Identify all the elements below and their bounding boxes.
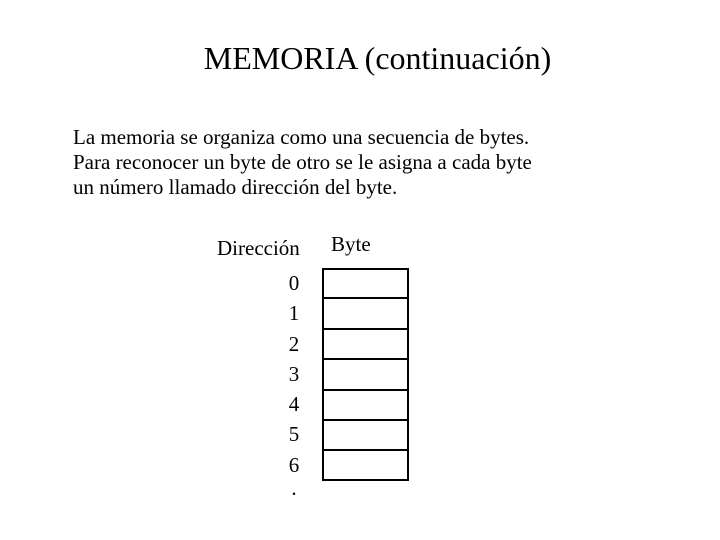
byte-cell: [322, 420, 409, 450]
slide-title: MEMORIA (continuación): [203, 40, 552, 76]
address-list: [276, 268, 312, 510]
address-column-header: Dirección: [217, 236, 300, 260]
continuation-dot: .: [291, 476, 297, 501]
byte-cell-column: [322, 268, 409, 481]
intro-paragraph: [73, 125, 693, 200]
address-label: 3: [288, 361, 300, 386]
byte-cell: [322, 359, 409, 389]
byte-cell: [322, 390, 409, 420]
address-label: 0: [288, 271, 300, 295]
address-label: 5: [288, 422, 300, 447]
byte-cell: [322, 298, 409, 328]
address-label: 4: [288, 392, 300, 417]
byte-cell: [322, 450, 409, 480]
paragraph-line: La memoria se organiza como una secuencia de bytes.: [73, 125, 530, 149]
address-label: 2: [288, 331, 300, 356]
paragraph-line: Para reconocer un byte de otro se le asigna a cada byte: [73, 150, 532, 174]
byte-cell: [322, 268, 409, 298]
paragraph-line: un número llamado dirección del byte.: [73, 175, 398, 199]
byte-cell: [322, 329, 409, 359]
address-label: 1: [288, 301, 300, 326]
byte-column-header: Byte: [331, 232, 371, 256]
address-label: 6: [288, 452, 300, 477]
